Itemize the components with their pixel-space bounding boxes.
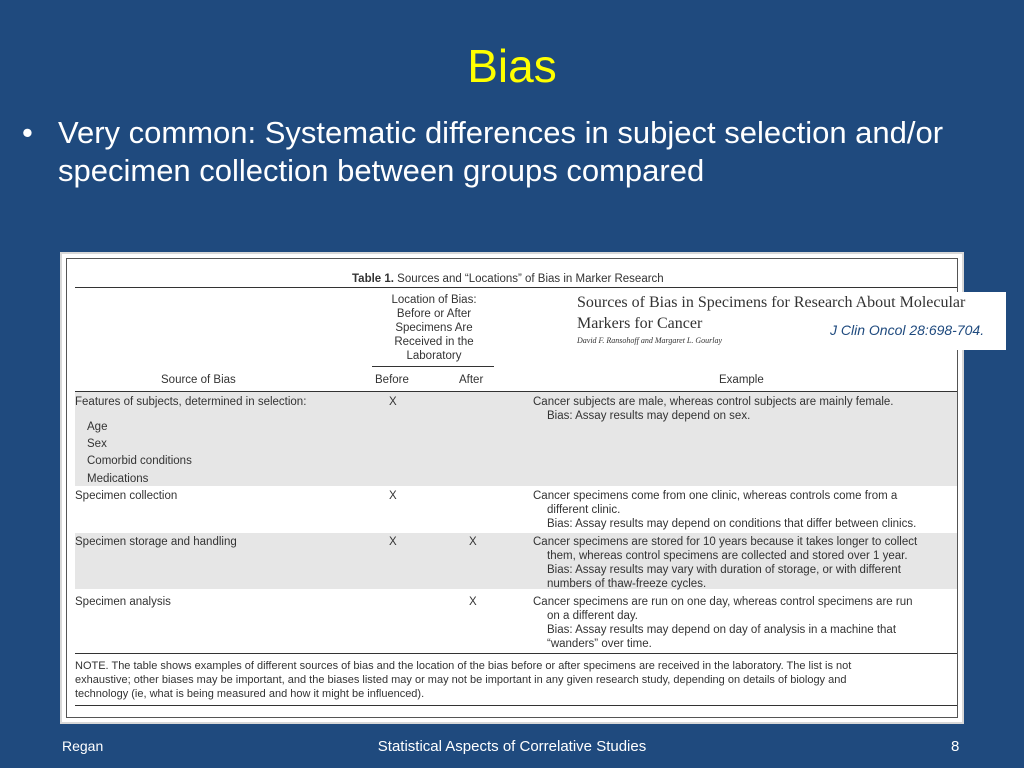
location-header-line: Before or After [396, 308, 472, 320]
slide-title: Bias [467, 40, 557, 92]
row-source: Specimen analysis [75, 596, 171, 608]
paper-title: Sources of Bias in Specimens for Research About Molecular Markers for Cancer [577, 294, 966, 332]
column-header-source: Source of Bias [161, 374, 236, 386]
bullet-dot-icon: • [22, 115, 33, 150]
row-example-line: on a different day. [547, 610, 639, 622]
row-source: Specimen storage and handling [75, 536, 237, 548]
location-header-line: Location of Bias: [391, 294, 477, 306]
row-example-line: Bias: Assay results may depend on sex. [547, 410, 751, 422]
location-header-rule [372, 366, 494, 367]
note-line: NOTE. The table shows examples of different sources of bias and the location of the bias before or after specimens are received in the laboratory. The list is not [75, 660, 852, 672]
row-before-mark: X [389, 396, 397, 408]
footer-author: Regan [62, 738, 104, 754]
paper-authors: David F. Ransohoff and Margaret L. Gourlay [577, 336, 723, 345]
table-caption [352, 273, 664, 285]
table-note-rule [75, 653, 957, 654]
location-header-line: Received in the [394, 336, 474, 348]
row-example-line: Cancer specimens come from one clinic, whereas controls come from a [533, 490, 898, 502]
location-header-line: Specimens Are [395, 322, 473, 334]
footer-title: Statistical Aspects of Correlative Studies [377, 738, 647, 755]
slide-number: 8 [951, 738, 960, 755]
row-sub-item: Age [87, 421, 108, 433]
table-rule-bottom [75, 705, 957, 706]
row-before-mark: X [389, 490, 397, 502]
row-before-mark: X [389, 536, 397, 548]
row-example-line: different clinic. [547, 504, 621, 516]
row-sub-item: Sex [87, 438, 107, 450]
row-source: Specimen collection [75, 490, 178, 502]
column-header-example: Example [719, 374, 764, 386]
row-example-line: Cancer specimens are run on one day, whereas control specimens are run [533, 596, 913, 608]
note-line: exhaustive; other biases may be important, and the biases listed may or may not be important in any given research study, depending on details of biology and [75, 674, 847, 686]
table-caption-label: Table 1. [352, 273, 394, 285]
journal-citation: J Clin Oncol 28:698-704. [830, 322, 985, 338]
row-example-line: Cancer specimens are stored for 10 years because it takes longer to collect [533, 536, 918, 548]
row-sub-item: Medications [87, 473, 149, 485]
table-rule-top [75, 287, 957, 288]
note-line: technology (ie, what is being measured and how it might be influenced). [75, 688, 425, 700]
row-example-line: Bias: Assay results may depend on conditions that differ between clinics. [547, 518, 917, 530]
row-source: Features of subjects, determined in selection: [75, 396, 307, 408]
bullet-text: Very common: Systematic differences in subject selection and/or specimen collection between groups compared [58, 115, 944, 188]
row-example-line: “wanders” over time. [547, 638, 652, 650]
column-header-after: After [459, 374, 484, 386]
row-after-mark: X [469, 536, 477, 548]
row-example-line: numbers of thaw-freeze cycles. [547, 578, 707, 590]
paper-citation-box [570, 292, 1006, 350]
table-caption-text: Sources and “Locations” of Bias in Marker Research [393, 273, 664, 285]
row-example-line: Bias: Assay results may depend on day of analysis in a machine that [547, 624, 897, 636]
location-header-line: Laboratory [406, 350, 462, 362]
row-after-mark: X [469, 596, 477, 608]
row-sub-item: Comorbid conditions [87, 455, 192, 467]
row-example-line: them, whereas control specimens are collected and stored over 1 year. [547, 550, 908, 562]
row-example-line: Bias: Assay results may vary with duration of storage, or with different [547, 564, 901, 576]
row-example-line: Cancer subjects are male, whereas control subjects are mainly female. [533, 396, 894, 408]
column-header-before: Before [375, 374, 409, 386]
